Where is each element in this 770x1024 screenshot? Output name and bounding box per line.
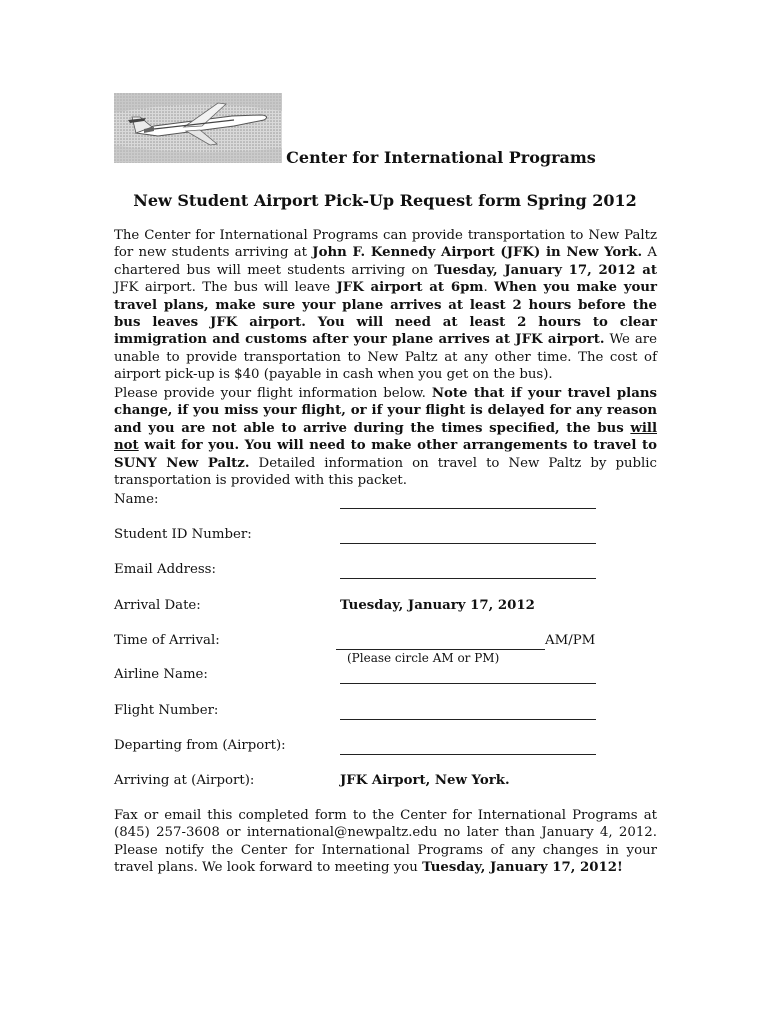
arrival-date-row [114,598,657,618]
closing-paragraph: Fax or email this completed form to the Center for International Programs at (845) 257-3608 or international@newpaltz.edu no later than January 4, 2012. Please notify the Center for International Programs of any changes in your travel plans. We look forward to meeting you Tuesday, January 17, 2012! [114,808,657,876]
time-row [114,633,657,653]
airline-label: Airline Name: [114,667,208,682]
ampm-label: AM/PM [545,633,596,648]
time-label: Time of Arrival: [114,633,220,648]
arriving-value: JFK Airport, New York. [340,773,510,788]
arriving-label: Arriving at (Airport): [114,773,255,788]
email-field[interactable] [340,578,596,579]
arrival-date-label: Arrival Date: [114,598,201,613]
flight-field[interactable] [340,719,596,720]
email-row [114,562,657,582]
instructions-paragraph: Please provide your flight information below. Note that if your travel plans change, if you miss your flight, or if your flight is delayed for any reason and you are not able to arrive during the times specified, the bus will not wait for you. You will need to make other arrangements to travel to SUNY New Paltz. Detailed information on travel to New Paltz by public transportation is provided with this packet. [114,386,657,489]
arrival-date-value: Tuesday, January 17, 2012 [340,598,535,613]
name-label: Name: [114,492,159,507]
student-id-label: Student ID Number: [114,527,252,542]
airline-row [114,667,657,687]
name-field[interactable] [340,508,596,509]
email-label: Email Address: [114,562,216,577]
name-row [114,492,657,512]
departing-label: Departing from (Airport): [114,738,286,753]
student-id-field[interactable] [340,543,596,544]
center-heading: Center for International Programs [286,148,596,167]
departing-row [114,738,657,758]
time-field[interactable] [336,649,545,650]
flight-label: Flight Number: [114,703,219,718]
airline-field[interactable] [340,683,596,684]
flight-row [114,703,657,723]
student-id-row [114,527,657,547]
departing-field[interactable] [340,754,596,755]
arriving-row [114,773,657,793]
intro-paragraph: The Center for International Programs can provide transportation to New Paltz for new students arriving at John F. Kennedy Airport (JFK) in New York. A chartered bus will meet students arriving on Tuesday, January 17, 2012 at JFK airport. The bus will leave JFK airport at 6pm. When you make your travel plans, make sure your plane arrives at least 2 hours before the bus leaves JFK airport. You will need at least 2 hours to clear immigration and customs after your plane arrives at JFK airport. We are unable to provide transportation to New Paltz at any other time. The cost of airport pick-up is $40 (payable in cash when you get on the bus). [114,228,657,383]
time-note: (Please circle AM or PM) [347,651,500,665]
form-title: New Student Airport Pick-Up Request form Spring 2012 [133,191,637,210]
